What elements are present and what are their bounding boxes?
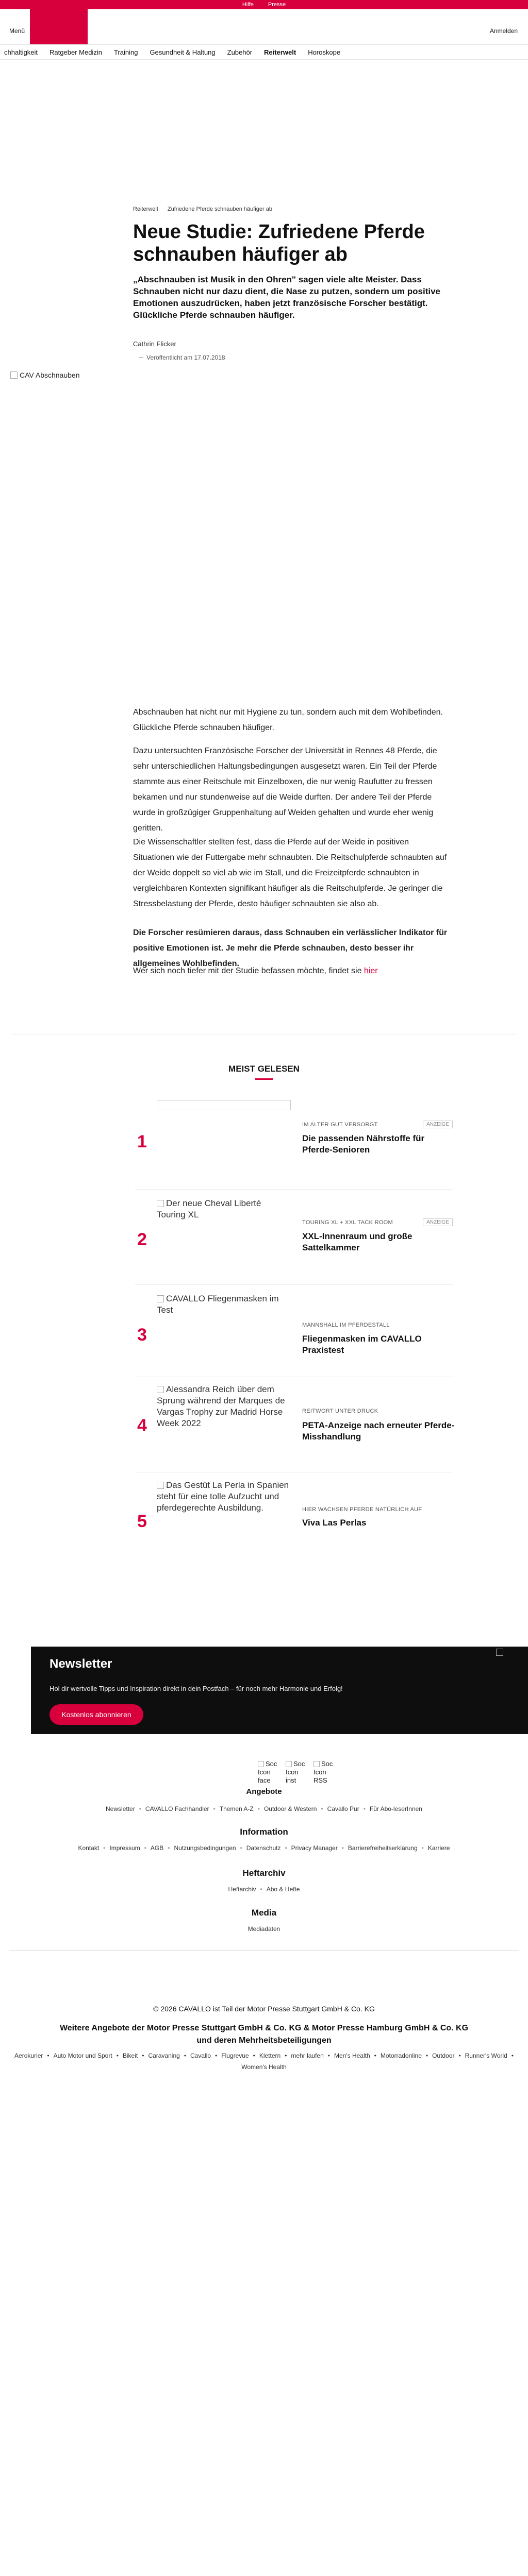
footer-link[interactable]: Heftarchiv	[228, 1886, 256, 1893]
most-read-item[interactable]	[135, 1384, 453, 1461]
footer-link[interactable]: Caravaning	[148, 2052, 180, 2059]
footer-link[interactable]: Datenschutz	[246, 1844, 281, 1852]
footer-link[interactable]: Mediadaten	[248, 1925, 280, 1933]
list-divider	[135, 1189, 453, 1190]
more-offers-links: Aerokurier • Auto Motor und Sport • Bikeit • Caravaning • Cavallo • Flugrevue • Klettern • mehr laufen • Men's Health • Motorradonline • Outdoor • Runner's World • Women's Health	[14, 2052, 514, 2071]
rank-image[interactable]	[157, 1293, 291, 1316]
nav-item-ratgeber-medizin[interactable]: Ratgeber Medizin	[50, 48, 102, 56]
newsletter-box	[31, 1647, 528, 1734]
footer-link[interactable]: mehr laufen	[291, 2052, 324, 2059]
footer-link[interactable]: Outdoor	[432, 2052, 455, 2059]
hero-image-alt: CAV Abschnauben	[20, 371, 80, 379]
article-title: Neue Studie: Zufriedene Pferde schnauben häufiger ab	[133, 221, 425, 265]
menu-button[interactable]: Menü	[9, 27, 25, 35]
footer-link[interactable]: CAVALLO Fachhandler	[145, 1805, 209, 1812]
nav-item-training[interactable]: Training	[113, 48, 138, 56]
rank-category: IM ALTER GUT VERSORGT	[302, 1122, 378, 1128]
broken-image-icon	[10, 371, 18, 379]
top-utility-bar	[0, 0, 528, 9]
newsletter-image	[496, 1649, 522, 1664]
article-paragraph-4: Die Forscher resümieren daraus, dass Schnauben ein verlässlicher Indikator für positive Emotionen ist. Je mehr die Pferde schnauben, desto besser ihr allgemeines Wohlbefinden.	[133, 928, 448, 968]
footer-media-heading: Media	[251, 1908, 277, 1918]
image-placeholder	[157, 1100, 291, 1110]
broken-image-icon	[157, 1295, 164, 1302]
image-alt-text: Alessandra Reich über dem Sprung während der Marques de Vargas Trophy zur Madrid Horse Week 2022	[157, 1384, 285, 1428]
rank-category: TOURING XL + XXL TACK ROOM	[302, 1219, 393, 1226]
footer-link[interactable]: AGB	[150, 1844, 164, 1852]
footer-link[interactable]: Auto Motor und Sport	[53, 2052, 112, 2059]
ad-badge: ANZEIGE	[423, 1218, 453, 1226]
footer-link[interactable]: Kontakt	[78, 1844, 100, 1852]
broken-image-icon	[157, 1386, 164, 1393]
most-read-heading: MEIST GELESEN	[0, 1064, 528, 1080]
image-alt-text: Der neue Cheval Liberté Touring XL	[157, 1198, 261, 1219]
social-label-facebook: Soc Icon face	[258, 1760, 277, 1784]
article-paragraph-5	[133, 963, 451, 979]
article-paragraph-3: Die Wissenschaftler stellten fest, dass die Pferde auf der Weide in positiven Situationen wie der Futtergabe mehr schnaubten. Die Reitschulpferde schnaubten auf der Weide doppelt so viel ab wie im Stall, und die Freizeitpferde schnaubten in vergleichbaren Kontexten signifikant häufiger als die Reitschulpferde. Je geringer die Stressbelastung der Pferde, desto häufiger schnaubten sie also ab.	[133, 838, 447, 908]
facebook-icon[interactable]	[258, 1760, 280, 1785]
footer-link[interactable]: Themen A-Z	[219, 1805, 254, 1812]
login-link[interactable]: Anmelden	[489, 27, 518, 35]
rank-number: 5	[137, 1512, 147, 1531]
broken-image-icon	[157, 1200, 164, 1207]
study-link[interactable]: hier	[364, 967, 378, 975]
rss-icon[interactable]	[314, 1760, 336, 1785]
footer-link[interactable]: Cavallo	[190, 2052, 211, 2059]
nav-item-gesundheit-haltung[interactable]: Gesundheit & Haltung	[150, 48, 216, 56]
footer-link[interactable]: Nutzungsbedingungen	[174, 1844, 236, 1852]
image-alt-text: CAVALLO Fliegenmasken im Test	[157, 1294, 279, 1315]
breadcrumb-current: Zufriedene Pferde schnauben häufiger ab	[167, 206, 272, 212]
rank-image[interactable]	[157, 1480, 291, 1514]
more-offers-heading: Weitere Angebote der Motor Presse Stuttgart GmbH & Co. KG & Motor Presse Hamburg GmbH & Co. KG und deren Mehrheitsbeteiligungen	[59, 2024, 469, 2045]
nav-item-horoskope[interactable]: Horoskope	[308, 48, 341, 56]
copyright: © 2026 CAVALLO ist Teil der Motor Presse Stuttgart GmbH & Co. KG	[153, 2005, 375, 2013]
breadcrumb-parent[interactable]: Reiterwelt	[133, 206, 158, 212]
footer-link[interactable]: Cavallo Pur	[327, 1805, 359, 1812]
footer-media-links	[0, 1925, 528, 1933]
rank-number: 3	[137, 1325, 147, 1345]
footer-link[interactable]: Runner's World	[465, 2052, 507, 2059]
article-paragraph-2: Dazu untersuchten Französische Forscher der Universität in Rennes 48 Pferde, die sehr unterschiedlichen Haltungsbedingungen ausgesetzt waren. Ein Teil der Pferde stammte aus einer Reitschule mit Einzelboxen, die nur wenig Raufutter zu fressen bekamen und nur stundenweise auf die Weide durften. Der andere Teil der Pferde wurde in großzügiger Gruppenhaltung auf Weiden gehalten und wurde eher wenig geritten.	[133, 747, 437, 833]
most-read-item[interactable]	[135, 1198, 453, 1275]
footer-link[interactable]: Aerokurier	[14, 2052, 43, 2059]
instagram-icon[interactable]	[286, 1760, 308, 1785]
article-author[interactable]: Cathrin Flicker	[133, 340, 176, 348]
rank-image[interactable]	[157, 1384, 291, 1429]
footer-link[interactable]: Privacy Manager	[291, 1844, 338, 1852]
footer-link[interactable]: Für Abo-leserInnen	[369, 1805, 422, 1812]
rank-title[interactable]: XXL-Innenraum und große Sattelkammer	[302, 1231, 412, 1252]
rank-title[interactable]: PETA-Anzeige nach erneuter Pferde-Misshandlung	[302, 1420, 455, 1442]
topbar-link-press[interactable]: Presse	[268, 2, 286, 8]
footer-angebote-heading: Angebote	[246, 1787, 282, 1796]
footer-angebote-links: Newsletter • CAVALLO Fachhandler • Themen A-Z • Outdoor & Western • Cavallo Pur • Für Abo-leserInnen	[106, 1805, 422, 1812]
rank-number: 4	[137, 1416, 147, 1435]
most-read-item[interactable]	[135, 1100, 453, 1177]
footer-link[interactable]: Abo & Hefte	[266, 1886, 300, 1893]
ad-badge: ANZEIGE	[423, 1121, 453, 1128]
article-paragraph-1: Abschnauben hat nicht nur mit Hygiene zu tun, sondern auch mit dem Wohlbefinden. Glückliche Pferde schnauben häufiger.	[133, 708, 443, 732]
rank-image[interactable]	[157, 1198, 291, 1221]
most-read-item[interactable]	[135, 1293, 453, 1370]
rank-title[interactable]: Die passenden Nährstoffe für Pferde-Senioren	[302, 1133, 425, 1155]
rank-title[interactable]: Viva Las Perlas	[302, 1518, 367, 1528]
broken-image-icon	[496, 1649, 503, 1656]
footer-link[interactable]: Karriere	[427, 1844, 450, 1852]
footer-link[interactable]: Motorradonline	[380, 2052, 422, 2059]
social-label-instagram: Soc Icon inst	[286, 1760, 305, 1784]
social-links	[258, 1760, 336, 1785]
list-divider	[135, 1284, 453, 1285]
rank-number: 2	[137, 1230, 147, 1249]
rank-category: HIER WACHSEN PFERDE NATÜRLICH AUF	[302, 1506, 422, 1513]
nav-item-zubehoer[interactable]: Zubehör	[227, 48, 253, 56]
broken-image-icon	[157, 1482, 164, 1489]
rank-title[interactable]: Fliegenmasken im CAVALLO Praxistest	[302, 1334, 422, 1355]
footer-divider	[9, 1950, 519, 1951]
main-navigation	[0, 44, 528, 60]
footer-archive-links: Heftarchiv • Abo & Hefte	[228, 1886, 300, 1893]
image-alt-text: Das Gestüt La Perla in Spanien steht für eine tolle Aufzucht und pferdegerechte Ausbildung.	[157, 1480, 289, 1513]
footer-information-heading: Information	[240, 1827, 288, 1837]
article-date: Veröffentlicht am 17.07.2018	[146, 354, 464, 361]
article-paragraph-5-text: Wer sich noch tiefer mit der Studie befassen möchte, findet sie	[133, 967, 364, 975]
newsletter-text: Hol dir wertvolle Tipps und Inspiration direkt in dein Postfach – für noch mehr Harmonie und Erfolg!	[50, 1685, 343, 1692]
newsletter-subscribe-button[interactable]: Kostenlos abonnieren	[50, 1704, 143, 1725]
footer-link[interactable]: Bikeit	[122, 2052, 138, 2059]
site-logo[interactable]	[30, 9, 88, 44]
rank-category: MANNSHALL IM PFERDESTALL	[302, 1322, 390, 1328]
footer-link[interactable]: Klettern	[259, 2052, 281, 2059]
footer-link[interactable]: Outdoor & Western	[263, 1805, 317, 1812]
footer-link[interactable]: Women's Health	[241, 2063, 287, 2071]
footer-link[interactable]: Barrierefreiheitserklärung	[348, 1844, 418, 1852]
site-header	[0, 9, 528, 44]
footer-link[interactable]: Men's Health	[334, 2052, 370, 2059]
newsletter-title: Newsletter	[50, 1657, 112, 1671]
most-read-item[interactable]	[135, 1480, 453, 1557]
footer-link[interactable]: Impressum	[109, 1844, 140, 1852]
rank-image[interactable]	[157, 1100, 291, 1110]
breadcrumb	[133, 206, 451, 212]
nav-item-reiterwelt[interactable]: Reiterwelt	[264, 48, 296, 56]
topbar-link-help[interactable]: Hilfe	[242, 2, 254, 8]
footer-archive-heading: Heftarchiv	[242, 1868, 286, 1878]
footer-information-links: Kontakt • Impressum • AGB • Nutzungsbedingungen • Datenschutz • Privacy Manager • Barrierefreiheitserklärung • Karriere	[78, 1844, 450, 1852]
article-lead: „Abschnauben ist Musik in den Ohren" sagen viele alte Meister. Dass Schnauben nicht nur dazu dient, die Nase zu putzen, sondern um positive Emotionen auszudrücken, haben jetzt französische Forscher bestätigt. Glückliche Pferde schnauben häufiger.	[133, 275, 441, 320]
footer-link[interactable]: Flugrevue	[221, 2052, 249, 2059]
footer-link[interactable]: Newsletter	[106, 1805, 135, 1812]
article-hero-image	[10, 371, 518, 670]
nav-item-nachhaltigkeit[interactable]: chhaltigkeit	[4, 48, 38, 56]
social-label-rss: Soc Icon RSS	[314, 1760, 333, 1784]
rank-category: REITWORT UNTER DRUCK	[302, 1408, 378, 1414]
rank-number: 1	[137, 1132, 147, 1151]
